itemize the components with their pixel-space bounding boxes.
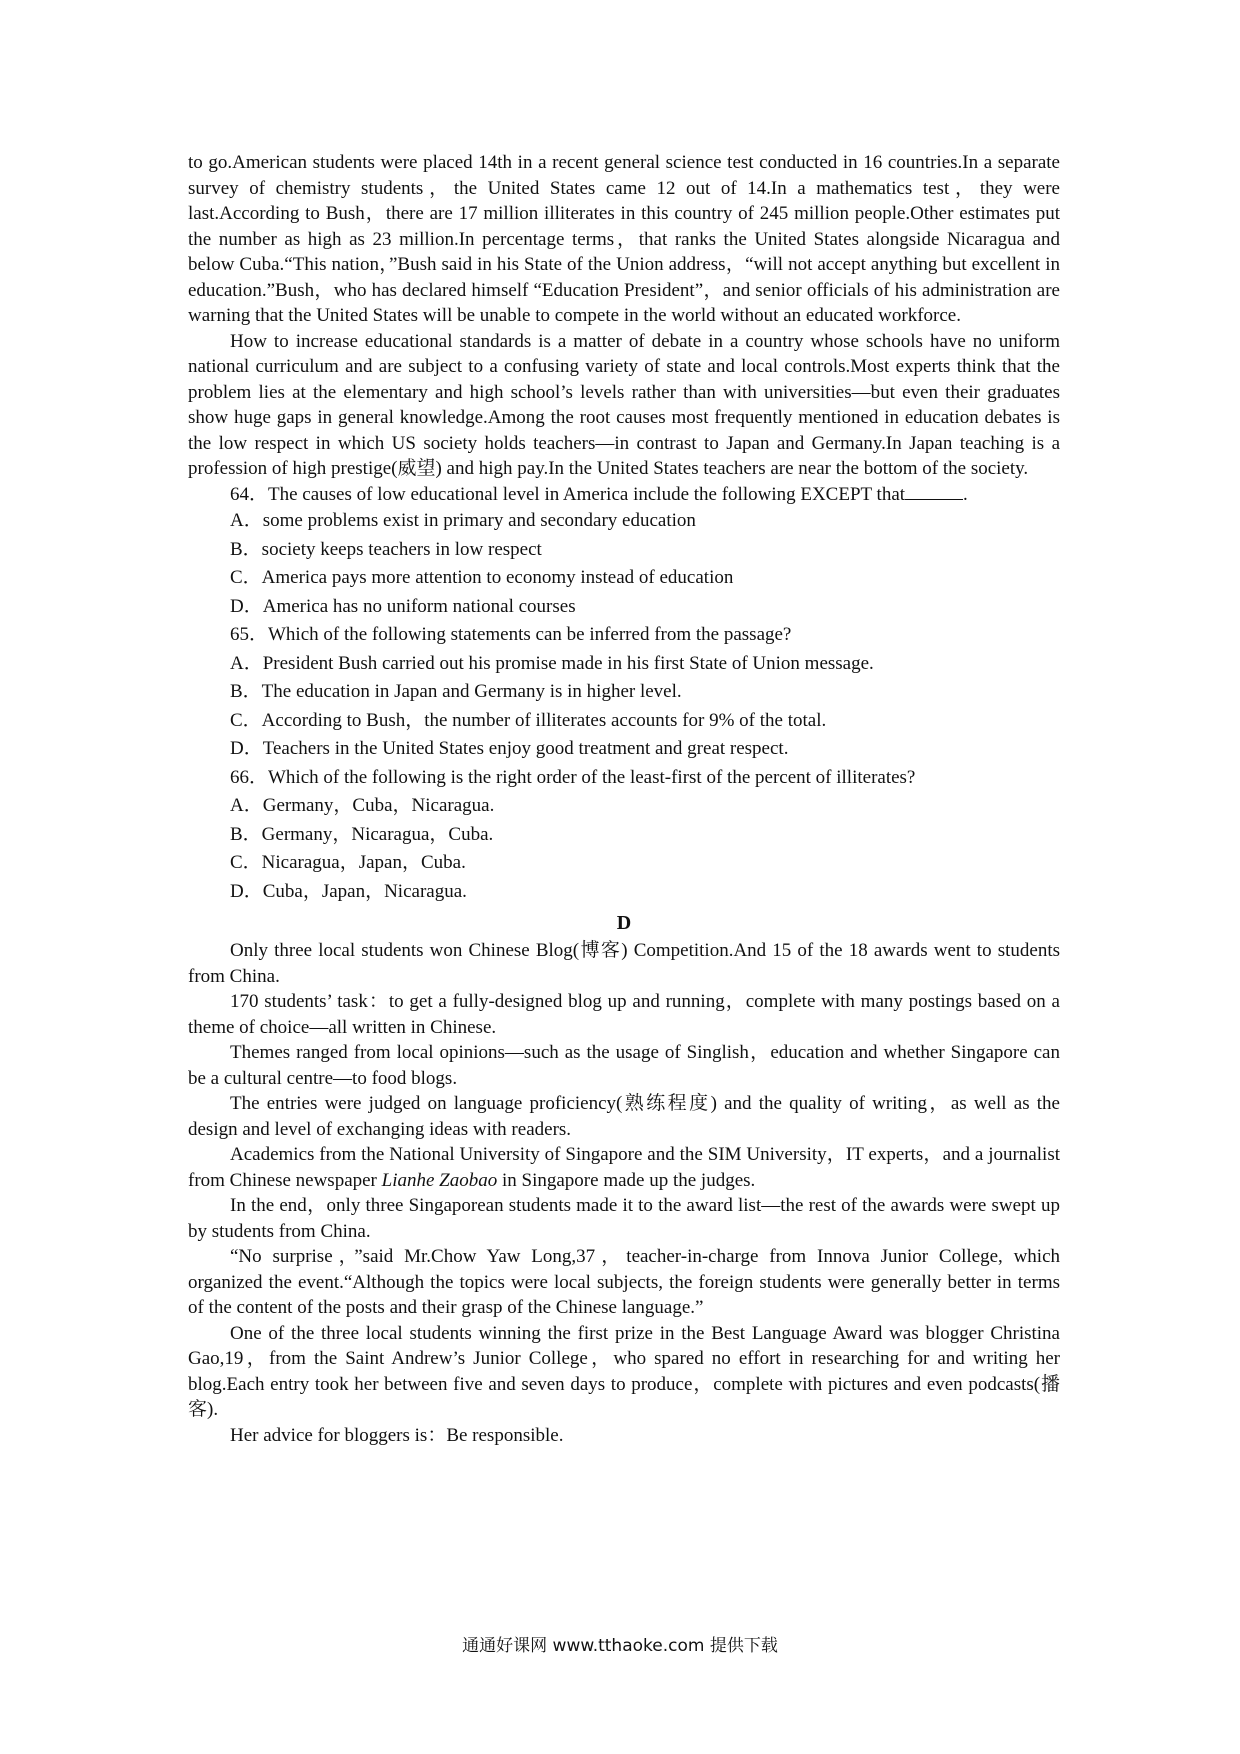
section-d-quote-paragraph: “No surprise，”said Mr.Chow Yaw Long,37，teacher-in-charge from Innova Junior College, which organized the event.“Although the topics were local subjects, the foreign students were generally better in terms of the content of the posts and their grasp of the Chinese language.” xyxy=(188,1246,1060,1318)
option-d: D．Cuba，Japan，Nicaragua. xyxy=(230,880,467,902)
section-d-paragraph: In the end，only three Singaporean students made it to the award list—the rest of the awards were swept up by students from China. xyxy=(188,1195,1060,1242)
option-c: C．Nicaragua，Japan，Cuba. xyxy=(230,852,466,873)
section-d-paragraph: Themes ranged from local opinions—such as the usage of Singlish，education and whether Singapore can be a cultural centre—to food blogs. xyxy=(188,1042,1060,1089)
question-65 xyxy=(188,621,1060,764)
option-a: A．Germany，Cuba，Nicaragua. xyxy=(230,795,495,816)
question-66 xyxy=(188,764,1060,907)
newspaper-name: Lianhe Zaobao xyxy=(381,1169,498,1191)
section-d-paragraph: Her advice for bloggers is：Be responsible. xyxy=(230,1424,564,1446)
option-d: D．Teachers in the United States enjoy good treatment and great respect. xyxy=(230,738,789,759)
option-c: C．America pays more attention to economy instead of education xyxy=(230,567,734,588)
passage-c-paragraph-1: to go.American students were placed 14th in a recent general science test conducted in 16 countries.In a separate survey of chemistry students，the United States came 12 out of 14.In a mathematics test，they were last.According to Bush，there are 17 million illiterates in this country of 245 million people.Other estimates put the number as high as 23 million.In percentage terms，that ranks the United States alongside Nicaragua and below Cuba.“This nation，”Bush said in his State of the Union address，“will not accept anything but excellent in education.”Bush，who has declared himself “Education President”，and senior officials of his administration are warning that the United States will be unable to compete in the world without an educated workforce. xyxy=(188,152,1060,326)
section-d-paragraph: The entries were judged on language proficiency(熟练程度) and the quality of writing，as well as the design and level of exchanging ideas with readers. xyxy=(188,1093,1060,1140)
section-d-paragraph: 170 students’ task：to get a fully-designed blog up and running，complete with many postings based on a theme of choice—all written in Chinese. xyxy=(188,991,1060,1038)
question-stem: 65．Which of the following statements can be inferred from the passage? xyxy=(230,624,792,645)
option-a: A．some problems exist in primary and secondary education xyxy=(230,510,696,531)
option-a: A．President Bush carried out his promise made in his first State of Union message. xyxy=(230,652,874,674)
question-stem: 64．The causes of low educational level in America include the following EXCEPT that . xyxy=(230,483,968,505)
option-d: D．America has no uniform national courses xyxy=(230,595,576,617)
option-b: B．society keeps teachers in low respect xyxy=(230,538,542,560)
option-c: C．According to Bush，the number of illiterates accounts for 9% of the total. xyxy=(230,709,827,731)
document-page xyxy=(188,150,1060,1448)
section-d-title: D xyxy=(616,912,632,934)
section-d-judges-paragraph: Academics from the National University of Singapore and the SIM University，IT experts，and a journalist from Chinese newspaper Lianhe Zaobao in Singapore made up the judges. xyxy=(188,1144,1060,1191)
question-stem: 66．Which of the following is the right order of the least-first of the percent of illiterates? xyxy=(230,766,916,788)
section-d-paragraph: Only three local students won Chinese Blog(博客) Competition.And 15 of the 18 awards went to students from China. xyxy=(188,940,1060,987)
section-d-paragraph: One of the three local students winning the first prize in the Best Language Award was blogger Christina Gao,19，from the Saint Andrew’s Junior College，who spared no effort in researching for and writing her blog.Each entry took her between five and seven days to produce，complete with pictures and even podcasts(播客). xyxy=(188,1322,1060,1420)
option-b: B．The education in Japan and Germany is in higher level. xyxy=(230,681,682,702)
option-b: B．Germany，Nicaragua，Cuba. xyxy=(230,823,494,845)
question-64 xyxy=(188,482,1060,622)
answer-blank xyxy=(905,483,963,500)
passage-c-paragraph-2: How to increase educational standards is a matter of debate in a country whose schools have no uniform national curriculum and are subject to a confusing variety of state and local controls.Most experts think that the problem lies at the elementary and high school’s levels rather than with universities—but even their graduates show huge gaps in general knowledge.Among the root causes most frequently mentioned in education debates is the low respect in which US society holds teachers—in contrast to Japan and Germany.In Japan teaching is a profession of high prestige(威望) and high pay.In the United States teachers are near the bottom of the society. xyxy=(188,330,1060,479)
page-footer: 通通好课网 www.tthaoke.com 提供下载 xyxy=(462,1636,778,1656)
